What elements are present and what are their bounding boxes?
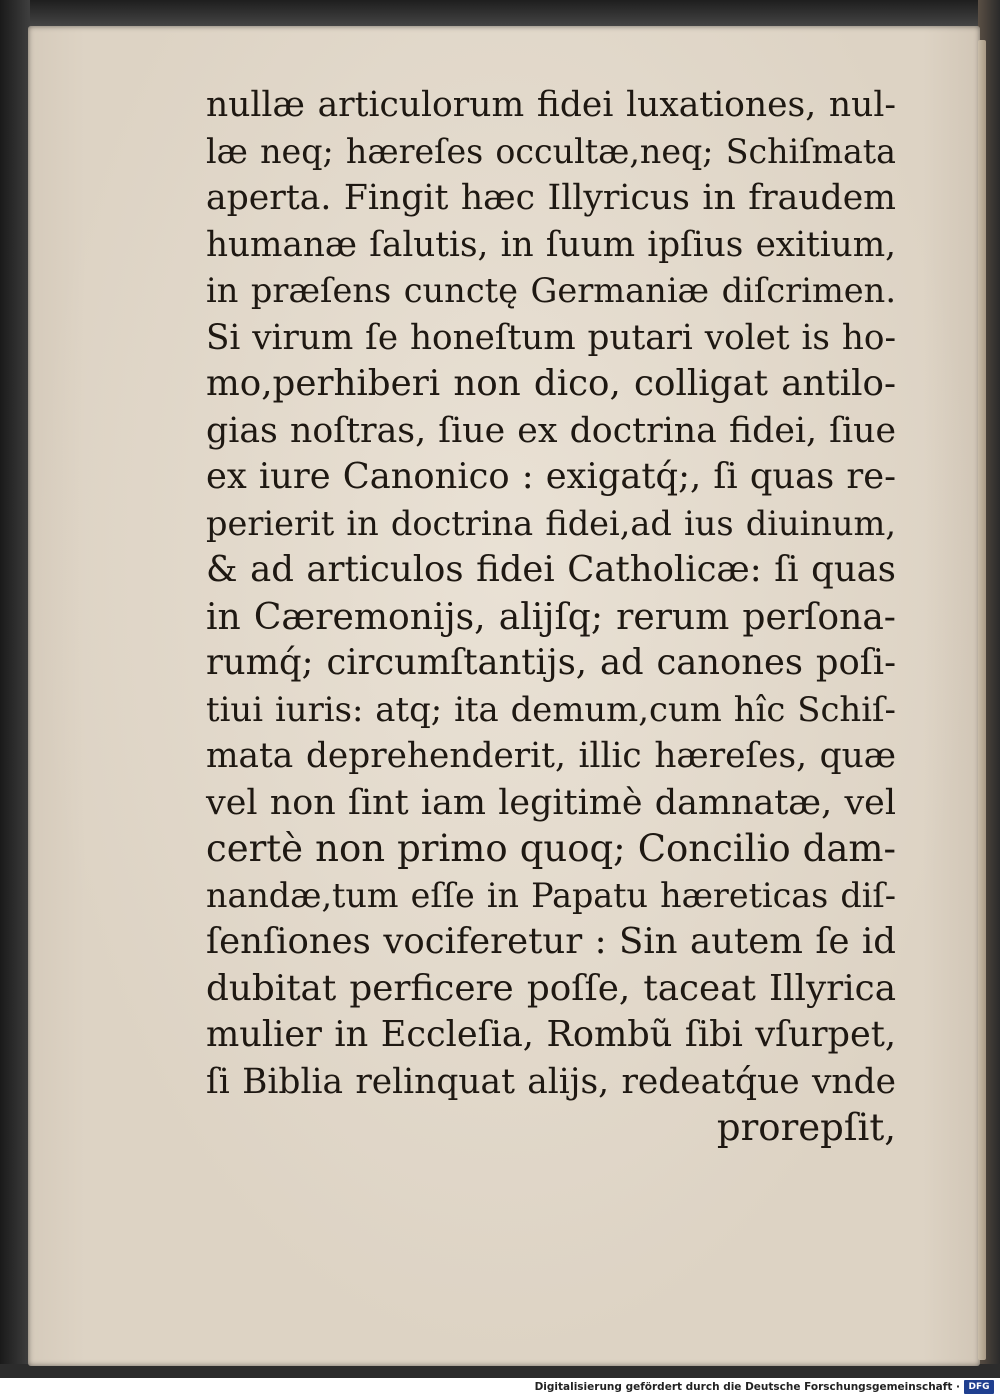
text-line-13: rumq́; circumſtantijs, ad canones poſi- [206, 642, 896, 683]
text-line-2: læ neq; hæreſes occultæ,neq; Schiſmata [206, 131, 896, 171]
text-line-8: gias noſtras, ſiue ex doctrina fidei, ſiue [206, 410, 896, 451]
text-line-10: perierit in doctrina fidei,ad ius diuinum, [206, 503, 896, 543]
printed-text-block [206, 82, 896, 1152]
book-cover-left [0, 0, 30, 1378]
text-line-21: mulier in Eccleſia, Rombũ ſibi vſurpet, [206, 1014, 896, 1055]
book-cover-bottom [0, 1364, 1000, 1378]
text-line-11: & ad articulos fidei Catholicæ: ſi quas [206, 549, 896, 590]
text-line-4: humanæ ſalutis, in ſuum ipſius exitium, [206, 224, 896, 265]
text-line-22: ſi Biblia relinquat alijs, redeatq́ue vnde [206, 1061, 896, 1102]
text-line-14: tiui iuris: atq; ita demum,cum hîc Schiſ- [206, 689, 896, 729]
text-line-7: mo,perhiberi non dico, colligat antilo- [206, 363, 896, 404]
text-line-1: nullæ articulorum fidei luxationes, nul- [206, 85, 896, 125]
text-line-17: certè non primo quoq; Concilio dam- [206, 827, 896, 870]
dfg-logo: DFG [964, 1380, 994, 1394]
text-line-12: in Cæremonijs, alijſq; rerum perſona- [206, 595, 896, 638]
text-line-19: ſenſiones vociferetur : Sin autem ſe id [206, 921, 896, 962]
digitization-footer [0, 1378, 1000, 1398]
text-line-9: ex iure Canonico : exigatq́;, ſi quas re- [206, 456, 896, 497]
text-line-5: in præſens cunctę Germaniæ diſcrimen. [206, 271, 896, 310]
text-line-16: vel non ſint iam legitimè damnatæ, vel [206, 782, 896, 823]
funding-credit: Digitalisierung gefördert durch die Deutsche Forschungsgemeinschaft · [534, 1381, 960, 1393]
text-line-15: mata deprehenderit, illic hæreſes, quæ [206, 736, 896, 776]
text-line-3: aperta. Fingit hæc Illyricus in fraudem [206, 178, 896, 218]
catchword: prorepſit, [716, 1106, 896, 1149]
text-line-18: nandæ,tum eſſe in Papatu hæreticas diſ- [206, 875, 896, 915]
text-line-6: Si virum ſe honeſtum putari volet is ho- [206, 317, 896, 358]
page-edge [978, 40, 986, 1360]
text-line-20: dubitat perficere poſſe, taceat Illyrica [206, 967, 896, 1009]
